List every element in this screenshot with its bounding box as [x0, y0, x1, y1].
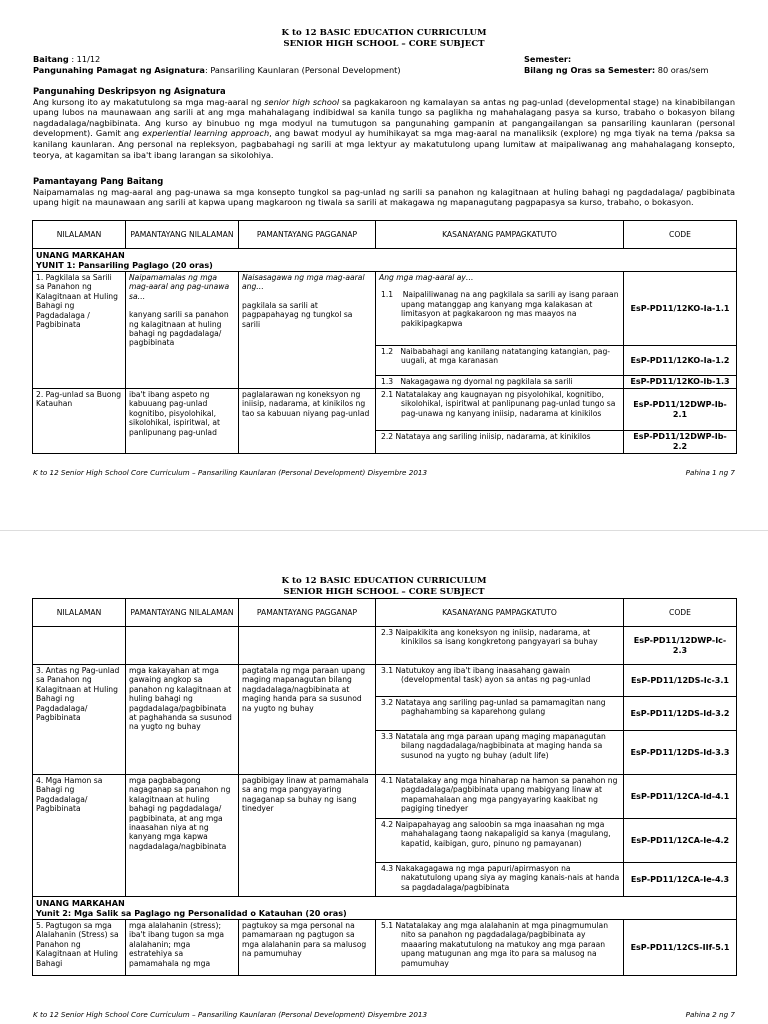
hours-value: 80 oras/sem	[657, 65, 709, 75]
desc-emphasis: experiential learning approach	[142, 128, 270, 139]
competency-cell	[376, 272, 624, 346]
competency-number: 4.1	[381, 776, 394, 785]
content-cell: 2. Pag-unlad sa Buong Katauhan	[33, 389, 126, 454]
page-number: Pahina 2 ng 7	[685, 1010, 735, 1019]
competency-text: Naipapahayag ang saloobin sa mga inaasahan ng mga mahahalagang taong nakapaligid sa kanya (magulang, kapatid, kaibigan, guro, pinuno ng pamayanan)	[395, 820, 611, 848]
competency-number: 4.3	[381, 864, 394, 873]
competency-cell	[376, 627, 624, 665]
competency-cell	[376, 346, 624, 376]
curriculum-table-2	[32, 598, 737, 976]
code-cell: EsP-PD11/12DWP-Ic-2.3	[624, 627, 737, 665]
competency-number: 1.2	[381, 347, 394, 356]
subject-label: Pangunahing Pamagat ng Asignatura	[33, 65, 205, 75]
competency-number: 2.3	[381, 628, 394, 637]
content-cell: 4. Mga Hamon sa Bahagi ng Pagdadalaga/ Pagbibinata	[33, 775, 126, 897]
content-standard-cell: iba't ibang aspeto ng kabuuang pag-unlad kognitibo, pisyolohikal, sikolohikal, ispiritwal, at panlipunang pag-unlad	[126, 389, 239, 454]
col-header-code: CODE	[624, 599, 737, 627]
content-standard-cell	[126, 627, 239, 665]
competency-cell	[376, 665, 624, 697]
competency-text: Naipaliliwanag na ang pagkilala sa sarili ay isang paraan upang matanggap ang kanyang mga kalakasan at limitasyon at pagkakaroon ng mas maayos na pakikipagkapwa	[401, 290, 619, 328]
desc-emphasis: senior high school	[264, 96, 340, 107]
performance-standard-cell: paglalarawan ng koneksyon ng iniisip, nadarama, at kinikilos ng tao sa kabuuan niyang pag-unlad	[239, 389, 376, 454]
page-1-header	[0, 28, 768, 50]
unit-row	[33, 897, 737, 920]
competency-number: 2.2	[381, 432, 394, 441]
grade-standard	[33, 176, 735, 208]
competency-number: 1.3	[381, 377, 394, 386]
competency-lead: Ang mga mag-aaral ay…	[379, 273, 474, 282]
page-divider	[0, 530, 768, 531]
content-standard-cell: mga pagbabagong nagaganap sa panahon ng kalagitnaan at huling bahagi ng pagdadalaga/ pagbibinata, at ang mga inaasahan niya at ng kanyang mga kapwa nagdadalaga/nagbibinata	[126, 775, 239, 897]
content-standard-lead: Naipamamalas ng mga mag-aaral ang pag-unawa sa…	[129, 273, 230, 301]
course-description	[33, 86, 735, 160]
hours-label: Bilang ng Oras sa Semester:	[524, 65, 656, 75]
footer-text: K to 12 Senior High School Core Curriculum – Pansariling Kaunlaran (Personal Development) Disyembre 2013	[33, 468, 428, 477]
content-standard-cell	[126, 272, 239, 389]
grade-value: : 11/12	[71, 54, 101, 64]
competency-cell	[376, 863, 624, 897]
competency-number: 4.2	[381, 820, 394, 829]
performance-standard-cell: pagtukoy sa mga personal na pamamaraan ng pagtugon sa mga alalahanin para sa malusog na pamumuhay	[239, 920, 376, 976]
competency-cell	[376, 819, 624, 863]
course-description-heading: Pangunahing Deskripsyon ng Asignatura	[33, 86, 226, 96]
curriculum-table-1	[32, 220, 737, 454]
competency-number: 5.1	[381, 921, 394, 930]
competency-text: Natatalakay ang kaugnayan ng pisyolohikal, kognitibo, sikolohikal, ispiritwal at panlipunang pag-unlad tungo sa pag-unawa ng kanyang iniisip, nadarama at kinikilos	[395, 390, 616, 418]
doc-subtitle: SENIOR HIGH SCHOOL – CORE SUBJECT	[283, 39, 485, 49]
grade-standard-text: Naipamamalas ng mag-aaral ang pag-unawa sa mga konsepto tungkol sa pag-unlad ng sarili sa panahon ng kalagitnaan at huling bahagi ng pagdadalaga/ pagbibinata upang higit na maunawaan ang sarili at kapwa upang magkaroon ng tiwala sa sarili at makagawa ng mapanagutang pagpapasya sa kurso, trabaho, o bokasyon.	[33, 186, 735, 208]
competency-cell	[376, 376, 624, 389]
course-info-left	[33, 54, 513, 76]
content-cell	[33, 627, 126, 665]
col-header-content-standard: PAMANTAYANG NILALAMAN	[126, 221, 239, 249]
performance-standard-cell	[239, 627, 376, 665]
code-cell: EsP-PD11/12CA-Id-4.1	[624, 775, 737, 819]
competency-cell	[376, 731, 624, 775]
desc-part: sa pagkakaroon ng kamalayan sa antas ng pag-unlad (developmental stage) na kinabibilangan upang lubos na maunawaan ang sarili at ang mga mahahalagang indibidwal sa kanila tungo sa paglikha ng mahahalagang pasya sa kurso, trabaho o bokasyon bilang nagdadalaga/nagbibinata. Ang kurso ay binubuo ng mga modyul na tumutugon sa pangunahing gampanin at pangangailangan sa pansariling kaunlaran (personal development). Gamit ang	[33, 96, 736, 139]
code-cell: EsP-PD11/12CA-Ie-4.2	[624, 819, 737, 863]
competency-number: 2.1	[381, 390, 394, 399]
footer-text: K to 12 Senior High School Core Curriculum – Pansariling Kaunlaran (Personal Development) Disyembre 2013	[33, 1010, 428, 1019]
code-cell: EsP-PD11/12CS-IIf-5.1	[624, 920, 737, 976]
page-number: Pahina 1 ng 7	[685, 468, 735, 477]
code-cell: EsP-PD11/12KO-Ia-1.1	[624, 272, 737, 346]
content-standard-cell: mga kakayahan at mga gawaing angkop sa panahon ng kalagitnaan at huling bahagi ng pagdadalaga/pagbibinata at paghahanda sa susunod na yugto ng buhay	[126, 665, 239, 775]
competency-text: Natatalakay ang mga hinaharap na hamon sa panahon ng pagdadalaga/pagbibinata upang mabigyang linaw at mapamahalaan ang mga pangyayaring kaakibat ng pagiging tinedyer	[395, 776, 618, 814]
competency-text: Naibabahagi ang kanilang natatanging katangian, pag-uugali, at mga karanasan	[400, 347, 611, 366]
col-header-content: NILALAMAN	[33, 221, 126, 249]
competency-cell	[376, 920, 624, 976]
unit-row	[33, 249, 737, 272]
page-2	[0, 572, 768, 1024]
competency-cell	[376, 697, 624, 731]
competency-cell	[376, 389, 624, 431]
content-standard-text: kanyang sarili sa panahon ng kalagitnaan at huling bahagi ng pagdadalaga/ pagbibinata	[129, 310, 229, 348]
desc-part: , ang bawat modyul ay humihikayat sa mga mag-aaral na manaliksik (explore) ng mga tiyak na tema /paksa sa kanilang kaunlaran. Ang personal na repleksyon, pagbabahagi ng sarili at mga lektyur ay makatutulong upang lumitaw at maipaliwanag ang mahahalagang konsepto, teorya, at kagamitan sa iba't ibang larangan sa sikolohiya.	[33, 128, 735, 160]
semester-label: Semester:	[524, 54, 572, 64]
code-cell: EsP-PD11/12DS-Id-3.3	[624, 731, 737, 775]
unit-title: YUNIT 1: Pansariling Paglago (20 oras)	[36, 260, 213, 270]
content-cell: 5. Pagtugon sa mga Alalahanin (Stress) sa Panahon ng Kalagitnaan at Huling Bahagi	[33, 920, 126, 976]
competency-text: Nakagagawa ng dyornal ng pagkilala sa sarili	[400, 377, 573, 386]
col-header-competency: KASANAYANG PAMPAGKATUTO	[376, 221, 624, 249]
page-1	[0, 0, 768, 496]
content-cell: 3. Antas ng Pag-unlad sa Panahon ng Kalagitnaan at Huling Bahagi ng Pagdadalaga/ Pagbibinata	[33, 665, 126, 775]
performance-standard-lead: Naisasagawa ng mga mag-aaral ang…	[242, 273, 365, 292]
performance-standard-cell: pagtatala ng mga paraan upang maging mapanagutan bilang nagdadalaga/nagbibinata at maging handa para sa susunod na yugto ng buhay	[239, 665, 376, 775]
competency-number: 1.1	[381, 290, 394, 300]
performance-standard-cell: pagbibigay linaw at pamamahala sa ang mga pangyayaring nagaganap sa buhay ng isang tinedyer	[239, 775, 376, 897]
col-header-content: NILALAMAN	[33, 599, 126, 627]
competency-cell	[376, 775, 624, 819]
col-header-performance-standard: PAMANTAYANG PAGGANAP	[239, 599, 376, 627]
col-header-competency: KASANAYANG PAMPAGKATUTO	[376, 599, 624, 627]
subject-value: : Pansariling Kaunlaran (Personal Development)	[204, 65, 401, 75]
doc-title: K to 12 BASIC EDUCATION CURRICULUM	[281, 28, 487, 38]
competency-number: 3.2	[381, 698, 394, 707]
performance-standard-cell	[239, 272, 376, 389]
competency-text: Naipakikita ang koneksyon ng iniisip, nadarama, at kinikilos sa isang kongkretong pangyayari sa buhay	[395, 628, 598, 647]
course-description-text	[33, 97, 735, 161]
competency-text: Natutukoy ang iba't ibang inaasahang gawain (developmental task) ayon sa antas ng pag-unlad	[395, 666, 591, 685]
competency-number: 3.1	[381, 666, 394, 675]
doc-subtitle: SENIOR HIGH SCHOOL – CORE SUBJECT	[283, 587, 485, 597]
unit-title: Yunit 2: Mga Salik sa Paglago ng Personalidad o Katauhan (20 oras)	[36, 908, 347, 918]
code-cell: EsP-PD11/12DS-Ic-3.1	[624, 665, 737, 697]
competency-text: Nakakagagawa ng mga papuri/apirmasyon na nakatutulong upang siya ay maging kanais-nais at handa sa pagdadalaga/pagbibinata	[395, 864, 620, 892]
competency-cell	[376, 431, 624, 454]
col-header-content-standard: PAMANTAYANG NILALAMAN	[126, 599, 239, 627]
competency-text: Natataya ang sariling iniisip, nadarama, at kinikilos	[395, 432, 591, 441]
competency-text: Natatala ang mga paraan upang maging mapanagutan bilang nagdadalaga/nagbibinata at maging handa sa susunod na yugto ng buhay (adult life)	[395, 732, 606, 760]
competency-text: Natatalakay ang mga alalahanin at mga pinagmumulan nito sa panahon ng pagdadalaga/pagbibinata ay maaaring makatutulong na matukoy ang mga paraan upang matugunan ang mga ito para sa malusog na pamumuhay	[395, 921, 609, 968]
doc-title: K to 12 BASIC EDUCATION CURRICULUM	[281, 576, 487, 586]
code-cell: EsP-PD11/12CA-Ie-4.3	[624, 863, 737, 897]
grade-standard-heading: Pamantayang Pang Baitang	[33, 176, 164, 186]
content-standard-cell: mga alalahanin (stress); iba't ibang tugon sa mga alalahanin; mga estratehiya sa pamamahala ng mga	[126, 920, 239, 976]
course-info-right	[524, 54, 736, 76]
code-cell: EsP-PD11/12KO-Ib-1.3	[624, 376, 737, 389]
page-2-header	[0, 576, 768, 598]
performance-standard-text: pagkilala sa sarili at pagpapahayag ng tungkol sa sarili	[242, 300, 353, 329]
competency-number: 3.3	[381, 732, 394, 741]
col-header-performance-standard: PAMANTAYANG PAGGANAP	[239, 221, 376, 249]
code-cell: EsP-PD11/12DS-Id-3.2	[624, 697, 737, 731]
col-header-code: CODE	[624, 221, 737, 249]
unit-quarter: UNANG MARKAHAN	[36, 250, 125, 260]
desc-part: Ang kursong ito ay makatutulong sa mga mag-aaral ng	[33, 96, 265, 107]
code-cell: EsP-PD11/12KO-Ia-1.2	[624, 346, 737, 376]
code-cell: EsP-PD11/12DWP-Ib-2.2	[624, 431, 737, 454]
grade-label: Baitang	[33, 54, 69, 64]
unit-quarter: UNANG MARKAHAN	[36, 898, 125, 908]
code-cell: EsP-PD11/12DWP-Ib-2.1	[624, 389, 737, 431]
content-cell: 1. Pagkilala sa Sarili sa Panahon ng Kalagitnaan at Huling Bahagi ng Pagdadalaga / Pagbibinata	[33, 272, 126, 389]
competency-text: Natataya ang sariling pag-unlad sa pamamagitan nang paghahambing sa kaparehong gulang	[395, 698, 606, 717]
